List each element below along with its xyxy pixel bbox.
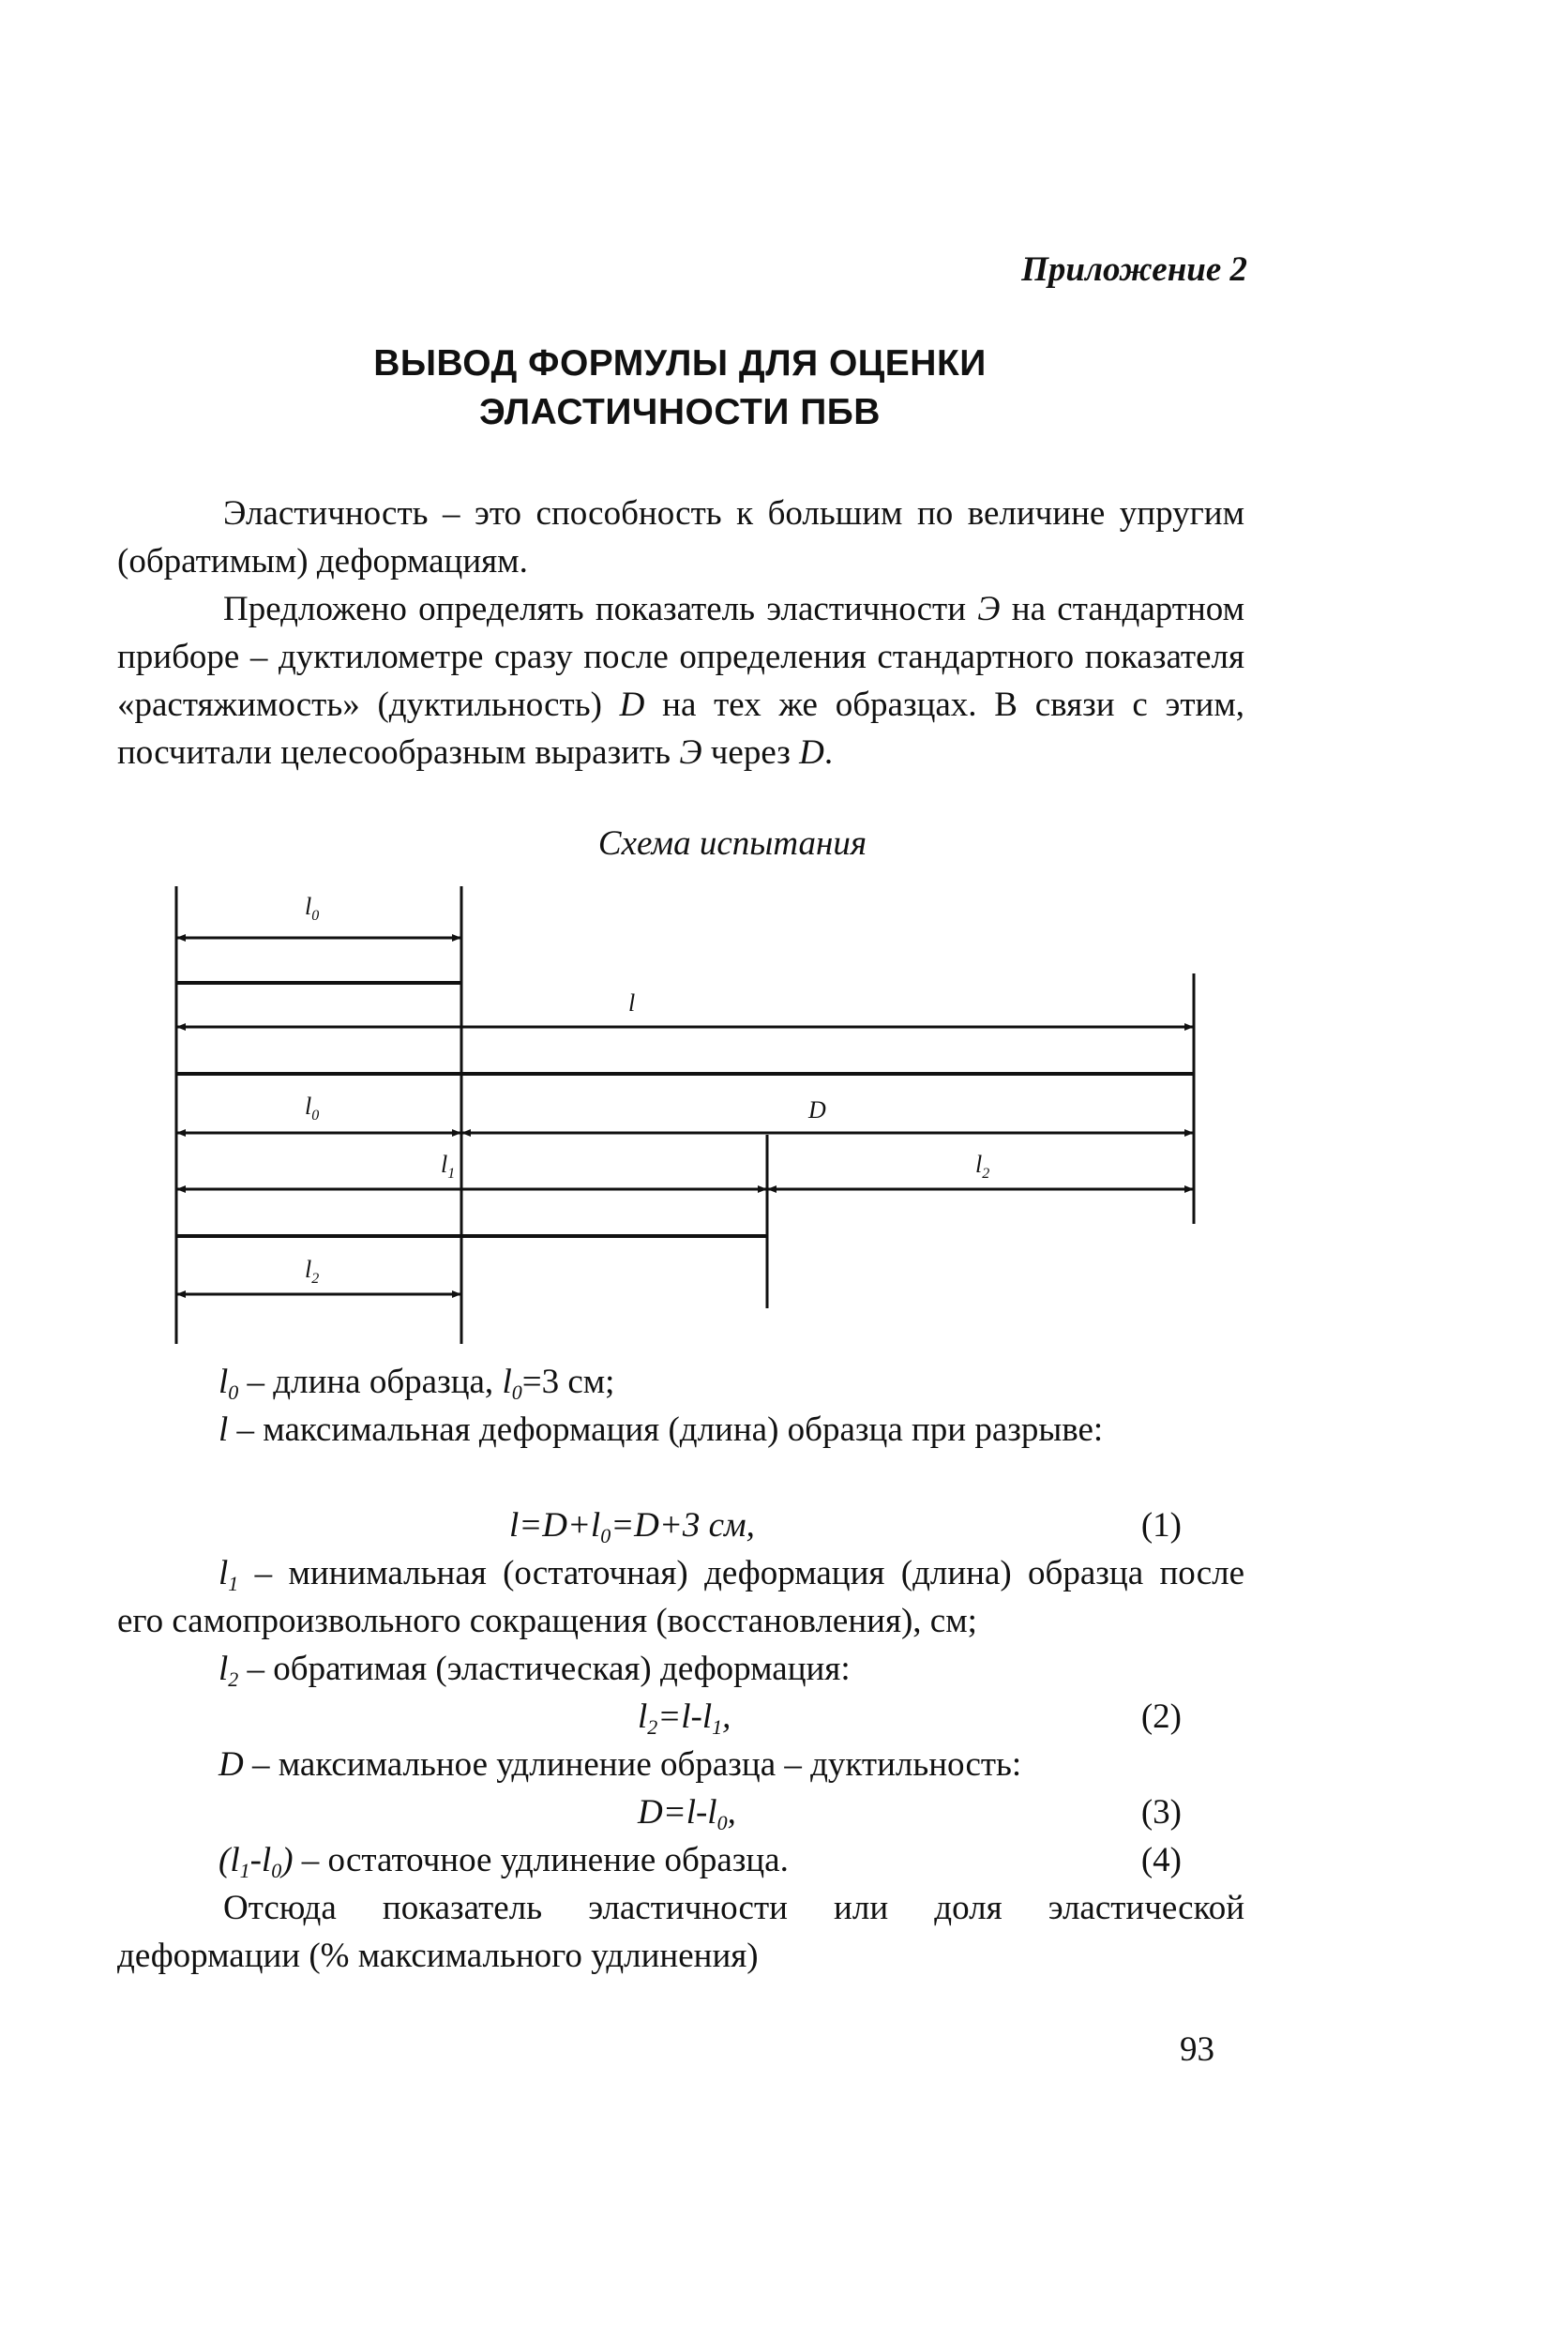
symbol-l2: l [219, 1650, 229, 1688]
legend-D-text: – максимальное удлинение образца – дуктильность: [243, 1745, 1022, 1784]
legend-l [117, 1406, 1244, 1454]
p2-symbol-d-1: D [619, 686, 645, 724]
legend-l0-text: – длина образца, [238, 1363, 503, 1401]
p2-text-end: . [823, 733, 834, 772]
legend-D [117, 1741, 1244, 1788]
formula-2: $l_2=l-l_1$, [638, 1697, 731, 1739]
label-l2: $l_2$ [975, 1151, 990, 1182]
legend-l1-text: – минимальная (остаточная) деформация (длина) образца после его самопроизвольного сокращения (восстановления), см; [117, 1554, 1244, 1640]
legend-l-text: – максимальная деформация (длина) образца при разрыве: [228, 1410, 1104, 1449]
paragraph-conclusion: Отсюда показатель эластичности или доля эластической деформации (% максимального удлинения) [117, 1889, 1244, 1975]
symbol-l1-sub: 1 [228, 1572, 239, 1595]
p2-text-3: на тех же образцах. В связи с этим, посчитали целесообразным выразить [117, 686, 1244, 772]
formula-2-row [117, 1693, 1182, 1741]
symbol-l0-sub: 0 [228, 1380, 239, 1404]
formula-4-row [117, 1836, 1182, 1884]
legend-l0-value: =3 см; [521, 1363, 615, 1401]
formula-1-row [117, 1501, 1182, 1549]
label-l0-top: $l_0$ [305, 893, 320, 924]
label-l2-bottom: $l_2$ [305, 1256, 320, 1287]
label-l-total: l [628, 989, 636, 1017]
p2-symbol-e-2: Э [679, 733, 702, 772]
legend-l0 [117, 1358, 1244, 1406]
symbol-l0: l [219, 1363, 229, 1401]
symbol-l0-value-sub: 0 [511, 1380, 522, 1404]
equation-number-3: (3) [1140, 1793, 1182, 1832]
formula-3-row [117, 1788, 1182, 1836]
figure-caption: Схема испытания [597, 824, 867, 863]
formula-1: $l=D+l_0=D+3$ см, [509, 1506, 755, 1547]
label-l1: $l_1$ [441, 1151, 456, 1182]
symbol-D: D [219, 1745, 244, 1784]
paragraph-definition: Эластичность – это способность к большим по величине упругим (обратимым) деформациям. [117, 494, 1244, 581]
legend-l2 [117, 1645, 1244, 1693]
equation-number-1: (1) [1140, 1506, 1182, 1545]
title-line-2: ЭЛАСТИЧНОСТИ ПБВ [479, 392, 881, 432]
label-D: D [808, 1096, 826, 1124]
equation-number-4: (4) [1140, 1841, 1182, 1879]
symbol-l1: l [219, 1554, 229, 1592]
title-line-1: ВЫВОД ФОРМУЛЫ ДЛЯ ОЦЕНКИ [373, 343, 987, 384]
formula-4: $(l_1-l_0)$ – остаточное удлинение образца. [219, 1841, 789, 1882]
legend-l2-text: – обратимая (эластическая) деформация: [238, 1650, 851, 1688]
formula-3: $D=l-l_0$, [638, 1793, 736, 1834]
p2-text-2: на стандартном приборе – дуктилометре сразу после определения стандартного показателя «растяжимость» (дуктильность) [117, 590, 1244, 724]
p2-symbol-e-1: Э [977, 590, 1001, 628]
label-l0-mid: $l_0$ [305, 1093, 320, 1124]
page-number: 93 [1180, 2030, 1214, 2069]
symbol-l2-sub: 2 [228, 1667, 239, 1691]
p2-text-1: Предложено определять показатель эластичности [223, 590, 978, 628]
legend-l1 [117, 1549, 1244, 1645]
symbol-l0-value: l [502, 1363, 512, 1401]
p2-symbol-d-2: D [799, 733, 824, 772]
equation-number-2: (2) [1140, 1697, 1182, 1736]
p2-text-4: через [701, 733, 800, 772]
symbol-l: l [219, 1410, 229, 1449]
appendix-label: Приложение 2 [1021, 250, 1247, 289]
